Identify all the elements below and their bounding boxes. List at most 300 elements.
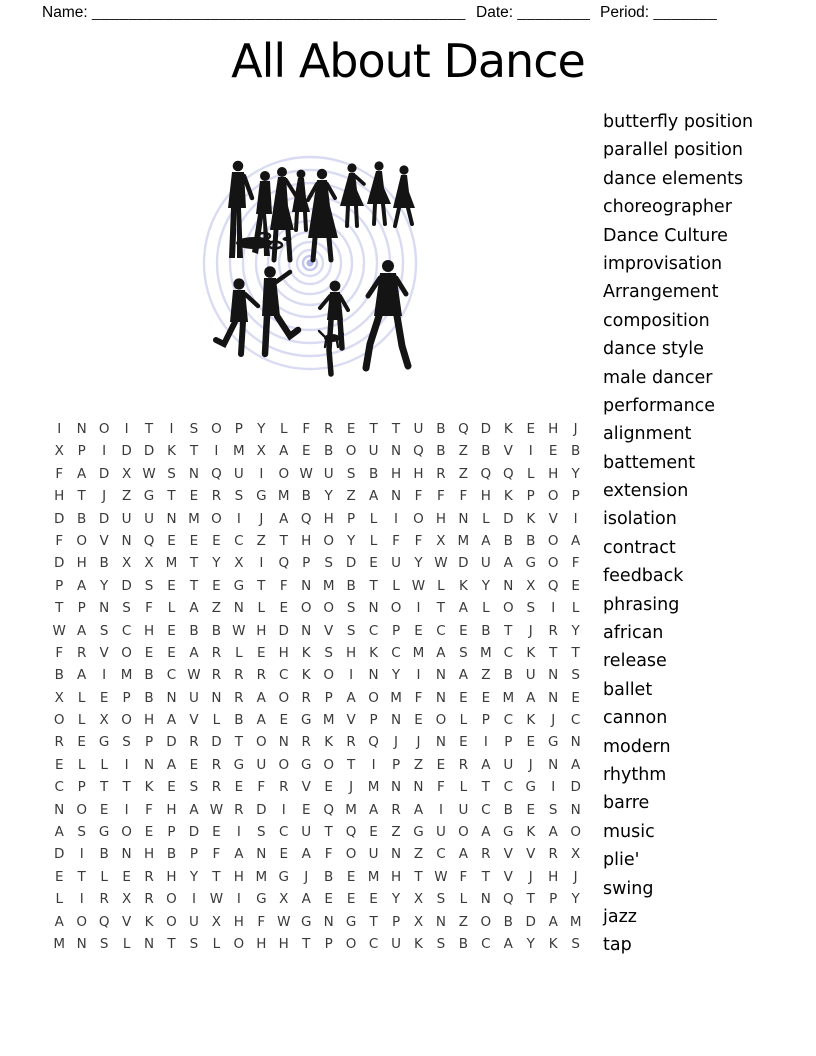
grid-letter: E	[99, 689, 109, 706]
grid-letter: G	[503, 824, 514, 841]
grid-letter: F	[55, 465, 64, 482]
grid-letter: E	[414, 622, 423, 639]
grid-letter: Q	[143, 532, 155, 549]
word-list-item: alignment	[603, 424, 692, 445]
grid-letter: K	[144, 913, 154, 930]
grid-letter: U	[435, 824, 446, 841]
grid-letter: F	[459, 868, 468, 885]
grid-letter: J	[394, 734, 399, 751]
grid-letter: N	[278, 734, 289, 751]
grid-letter: L	[167, 600, 176, 617]
grid-letter: H	[548, 868, 559, 885]
grid-letter: A	[503, 935, 513, 952]
grid-letter: Z	[121, 488, 132, 505]
grid-row	[48, 664, 587, 686]
grid-letter: L	[392, 577, 400, 594]
grid-letter: T	[302, 935, 311, 952]
grid-letter: N	[413, 779, 424, 796]
grid-letter: T	[369, 421, 378, 437]
dancer-woman-right-2	[367, 161, 391, 224]
grid-letter: B	[144, 667, 154, 684]
grid-letter: T	[55, 600, 64, 617]
grid-letter: S	[77, 824, 86, 841]
grid-letter: Z	[481, 667, 491, 684]
grid-letter: I	[79, 846, 84, 863]
grid-letter: N	[390, 846, 402, 863]
grid-letter: X	[211, 913, 222, 930]
grid-letter: K	[458, 577, 468, 594]
grid-letter: T	[189, 443, 199, 460]
grid-letter: R	[76, 644, 87, 661]
grid-letter: N	[76, 935, 87, 952]
grid-row	[48, 418, 587, 440]
grid-letter: E	[77, 734, 86, 751]
grid-letter: L	[437, 577, 445, 594]
grid-letter: S	[571, 667, 580, 684]
grid-letter: Z	[458, 443, 468, 460]
grid-letter: T	[346, 756, 356, 773]
grid-letter: A	[458, 600, 468, 617]
grid-letter: P	[526, 488, 535, 505]
grid-letter: N	[121, 846, 132, 863]
grid-letter: K	[526, 824, 536, 841]
grid-letter: F	[414, 689, 423, 706]
grid-letter: L	[459, 779, 468, 796]
grid-letter: O	[121, 644, 132, 661]
grid-letter: E	[279, 600, 289, 617]
grid-letter: A	[279, 443, 289, 460]
grid-letter: I	[102, 443, 107, 460]
grid-letter: G	[233, 756, 245, 773]
grid-letter: V	[121, 913, 132, 930]
grid-letter: E	[459, 622, 468, 639]
grid-letter: P	[77, 443, 86, 460]
grid-letter: S	[99, 935, 109, 952]
grid-letter: L	[122, 935, 131, 952]
grid-letter: O	[458, 824, 469, 841]
grid-letter: X	[279, 891, 289, 908]
grid-letter: B	[503, 667, 513, 684]
grid-letter: T	[77, 488, 86, 505]
grid-letter: C	[166, 667, 177, 684]
grid-letter: N	[390, 712, 402, 729]
word-list-item: contract	[603, 537, 676, 558]
grid-letter: S	[99, 622, 109, 639]
grid-letter: U	[144, 510, 154, 527]
grid-letter: E	[414, 712, 423, 729]
grid-letter: N	[166, 689, 177, 706]
grid-letter: M	[569, 913, 582, 930]
grid-letter: E	[212, 532, 221, 549]
grid-letter: A	[234, 846, 244, 863]
grid-letter: Y	[100, 577, 109, 594]
grid-row	[48, 754, 587, 776]
grid-letter: B	[99, 846, 109, 863]
grid-letter: M	[120, 667, 133, 684]
grid-letter: A	[346, 689, 356, 706]
grid-letter: L	[77, 756, 86, 773]
grid-letter: V	[99, 532, 109, 549]
grid-letter: U	[391, 935, 401, 952]
grid-letter: H	[548, 465, 559, 482]
grid-letter: E	[167, 577, 176, 594]
grid-letter: D	[188, 824, 200, 841]
grid-letter: L	[369, 510, 378, 527]
grid-letter: L	[100, 868, 108, 885]
grid-letter: H	[480, 488, 491, 505]
grid-letter: R	[436, 465, 446, 482]
grid-letter: A	[368, 488, 379, 505]
grid-letter: B	[144, 689, 154, 706]
grid-row	[48, 485, 587, 507]
grid-letter: S	[122, 734, 131, 751]
name-label: Name:	[42, 4, 88, 21]
grid-letter: O	[413, 510, 424, 527]
grid-letter: E	[234, 779, 244, 796]
period-blank-line[interactable]: _______	[653, 4, 718, 21]
grid-letter: N	[435, 689, 446, 706]
grid-letter: T	[481, 868, 490, 885]
grid-letter: H	[256, 622, 267, 639]
grid-letter: H	[166, 801, 177, 818]
grid-letter: B	[436, 421, 446, 437]
grid-letter: W	[142, 465, 156, 482]
grid-letter: K	[526, 644, 536, 661]
grid-letter: C	[368, 935, 379, 952]
grid-letter: O	[233, 935, 245, 952]
grid-letter: H	[233, 868, 244, 885]
grid-letter: A	[189, 801, 199, 818]
grid-letter: E	[459, 689, 468, 706]
word-list-item: ballet	[603, 679, 653, 700]
grid-letter: R	[144, 891, 154, 908]
grid-letter: L	[526, 465, 535, 482]
grid-letter: R	[279, 779, 289, 796]
grid-letter: K	[301, 644, 311, 661]
grid-letter: K	[324, 734, 334, 751]
grid-letter: S	[459, 644, 468, 661]
grid-letter: Q	[98, 913, 110, 930]
grid-letter: L	[482, 600, 490, 617]
word-list-item: plie'	[603, 850, 640, 871]
grid-letter: X	[234, 555, 244, 572]
grid-letter: U	[368, 443, 379, 460]
grid-letter: H	[143, 846, 155, 863]
grid-letter: Q	[413, 443, 424, 460]
grid-letter: V	[301, 779, 311, 796]
grid-row	[48, 597, 587, 619]
grid-letter: D	[278, 622, 289, 639]
grid-letter: K	[526, 712, 536, 729]
grid-letter: L	[77, 689, 86, 706]
grid-letter: P	[549, 891, 558, 908]
name-blank-line[interactable]: _________________________________________	[91, 4, 466, 21]
date-blank-line[interactable]: ________	[517, 4, 591, 21]
grid-letter: R	[346, 734, 356, 751]
grid-letter: N	[435, 667, 446, 684]
grid-letter: F	[324, 846, 333, 863]
grid-letter: Z	[458, 465, 468, 482]
grid-letter: T	[369, 577, 378, 594]
grid-letter: C	[279, 824, 289, 841]
grid-letter: N	[570, 801, 581, 818]
grid-letter: O	[547, 532, 559, 549]
grid-letter: B	[77, 510, 87, 527]
grid-letter: M	[165, 555, 178, 572]
word-list-item: cannon	[603, 708, 668, 729]
grid-letter: R	[211, 644, 222, 661]
grid-letter: A	[368, 801, 379, 818]
grid-letter: T	[100, 779, 109, 796]
grid-letter: T	[77, 868, 86, 885]
grid-letter: T	[414, 868, 423, 885]
grid-letter: F	[437, 488, 445, 505]
grid-letter: P	[369, 712, 378, 729]
grid-letter: N	[368, 667, 379, 684]
grid-letter: W	[434, 868, 448, 885]
grid-letter: F	[392, 532, 400, 549]
grid-letter: T	[234, 734, 243, 751]
grid-letter: I	[57, 421, 62, 437]
grid-letter: P	[391, 913, 401, 930]
grid-letter: K	[369, 644, 378, 661]
grid-letter: G	[256, 891, 267, 908]
grid-row	[48, 620, 587, 642]
grid-letter: Q	[480, 465, 492, 482]
grid-letter: W	[277, 913, 291, 930]
grid-letter: T	[122, 779, 131, 796]
grid-letter: O	[547, 488, 559, 505]
word-list-item: music	[603, 821, 655, 842]
grid-letter: M	[322, 577, 335, 594]
grid-letter: F	[145, 600, 153, 617]
grid-letter: N	[480, 891, 491, 908]
grid-letter: B	[54, 667, 64, 684]
grid-letter: B	[324, 443, 334, 460]
grid-letter: A	[54, 824, 64, 841]
grid-letter: F	[437, 779, 445, 796]
grid-letter: R	[234, 801, 244, 818]
grid-letter: C	[436, 846, 446, 863]
word-list-item: performance	[603, 395, 716, 416]
word-list-item: composition	[603, 310, 710, 331]
grid-letter: C	[121, 622, 132, 639]
grid-letter: X	[121, 465, 132, 482]
grid-letter: J	[102, 488, 107, 505]
grid-letter: O	[76, 913, 87, 930]
grid-letter: C	[368, 622, 379, 639]
grid-letter: A	[436, 644, 446, 661]
grid-letter: M	[322, 712, 335, 729]
grid-letter: I	[394, 510, 399, 527]
grid-letter: V	[526, 846, 536, 863]
grid-letter: G	[300, 712, 312, 729]
grid-letter: T	[481, 779, 490, 796]
grid-row	[48, 530, 587, 552]
grid-letter: E	[436, 756, 446, 773]
grid-letter: X	[99, 712, 109, 729]
grid-letter: A	[301, 891, 311, 908]
grid-letter: F	[571, 555, 580, 572]
grid-letter: H	[233, 913, 244, 930]
grid-letter: A	[279, 510, 289, 527]
grid-letter: H	[278, 935, 289, 952]
grid-letter: G	[98, 824, 110, 841]
grid-letter: Q	[345, 824, 357, 841]
grid-letter: A	[548, 824, 558, 841]
grid-row	[48, 687, 587, 709]
grid-letter: X	[54, 689, 64, 706]
grid-letter: O	[323, 667, 334, 684]
grid-letter: T	[324, 824, 333, 841]
grid-letter: O	[435, 712, 447, 729]
grid-letter: E	[571, 577, 580, 594]
grid-letter: Q	[211, 465, 222, 482]
grid-letter: P	[324, 689, 333, 706]
grid-letter: E	[369, 891, 378, 908]
grid-letter: C	[503, 712, 513, 729]
grid-letter: I	[416, 600, 421, 617]
grid-letter: K	[503, 488, 513, 505]
grid-letter: G	[525, 779, 536, 796]
grid-letter: N	[390, 488, 402, 505]
grid-letter: B	[571, 443, 581, 460]
grid-letter: O	[502, 600, 514, 617]
grid-letter: E	[324, 891, 333, 908]
grid-letter: Y	[526, 935, 535, 952]
grid-letter: R	[301, 689, 311, 706]
grid-letter: Y	[324, 488, 333, 505]
dancer-woman-right-3	[393, 165, 415, 226]
grid-letter: O	[53, 712, 65, 729]
grid-row	[48, 552, 587, 574]
grid-letter: J	[528, 756, 533, 773]
grid-letter: K	[548, 935, 558, 952]
grid-letter: M	[233, 443, 245, 460]
grid-letter: W	[299, 465, 313, 482]
grid-letter: H	[166, 868, 177, 885]
grid-letter: M	[345, 801, 357, 818]
grid-letter: O	[211, 421, 222, 437]
date-field	[476, 4, 590, 22]
grid-letter: O	[121, 712, 132, 729]
grid-letter: N	[301, 577, 312, 594]
grid-letter: W	[209, 891, 224, 908]
grid-letter: D	[480, 421, 492, 437]
grid-letter: N	[548, 756, 559, 773]
grid-letter: E	[189, 532, 199, 549]
grid-letter: V	[189, 712, 199, 729]
grid-row	[48, 776, 587, 798]
grid-letter: G	[345, 913, 357, 930]
grid-letter: C	[54, 779, 64, 796]
grid-letter: O	[121, 824, 132, 841]
grid-letter: N	[503, 577, 514, 594]
grid-letter: N	[368, 600, 379, 617]
grid-letter: M	[502, 689, 515, 706]
grid-letter: U	[458, 801, 469, 818]
grid-letter: A	[77, 577, 87, 594]
grid-letter: S	[189, 779, 199, 796]
grid-letter: T	[257, 577, 266, 594]
word-list-item: butterfly position	[603, 112, 754, 132]
grid-letter: Z	[413, 756, 424, 773]
word-list-item: parallel position	[603, 140, 743, 161]
grid-letter: T	[571, 644, 580, 661]
grid-letter: A	[548, 913, 558, 930]
grid-letter: E	[346, 891, 356, 908]
grid-letter: I	[573, 510, 578, 527]
grid-letter: O	[323, 600, 334, 617]
grid-letter: W	[411, 577, 426, 594]
grid-letter: Z	[211, 600, 222, 617]
grid-letter: D	[143, 443, 155, 460]
grid-letter: O	[390, 600, 402, 617]
grid-letter: B	[368, 465, 379, 482]
word-list-item: isolation	[603, 509, 677, 530]
grid-letter: O	[345, 443, 357, 460]
grid-row	[48, 911, 587, 933]
grid-letter: I	[124, 801, 129, 818]
grid-letter: O	[368, 689, 379, 706]
grid-letter: E	[526, 421, 535, 437]
grid-letter: T	[189, 555, 199, 572]
grid-letter: H	[54, 488, 65, 505]
grid-letter: V	[346, 712, 356, 729]
grid-letter: C	[279, 667, 289, 684]
grid-letter: H	[256, 935, 267, 952]
page-title: All About Dance	[231, 34, 585, 88]
grid-letter: E	[459, 734, 468, 751]
grid-letter: S	[122, 600, 131, 617]
grid-letter: J	[573, 421, 578, 437]
grid-letter: A	[77, 622, 87, 639]
grid-letter: T	[391, 421, 401, 437]
grid-letter: D	[121, 577, 132, 594]
grid-letter: S	[436, 935, 446, 952]
grid-letter: V	[503, 846, 513, 863]
grid-letter: N	[435, 913, 446, 930]
grid-letter: Z	[256, 532, 266, 549]
grid-letter: D	[54, 846, 65, 863]
grid-letter: O	[345, 846, 357, 863]
grid-letter: P	[391, 756, 401, 773]
grid-letter: H	[390, 868, 402, 885]
grid-letter: I	[259, 465, 264, 482]
grid-letter: R	[234, 689, 244, 706]
grid-letter: R	[256, 667, 266, 684]
grid-letter: A	[481, 532, 491, 549]
grid-letter: T	[167, 935, 176, 952]
grid-letter: F	[145, 801, 153, 818]
grid-letter: O	[166, 891, 177, 908]
grid-letter: M	[255, 868, 268, 885]
grid-letter: O	[278, 756, 290, 773]
grid-letter: J	[304, 868, 309, 885]
dancers-clipart	[202, 144, 424, 388]
grid-letter: X	[526, 577, 536, 594]
word-list-item: phrasing	[603, 594, 680, 615]
grid-letter: P	[77, 779, 86, 796]
grid-letter: U	[189, 913, 199, 930]
grid-letter: A	[77, 667, 87, 684]
grid-letter: Z	[458, 913, 468, 930]
grid-letter: E	[167, 622, 176, 639]
grid-letter: E	[167, 779, 176, 796]
word-list-item: improvisation	[603, 253, 723, 274]
grid-letter: A	[166, 756, 177, 773]
grid-letter: N	[548, 667, 559, 684]
